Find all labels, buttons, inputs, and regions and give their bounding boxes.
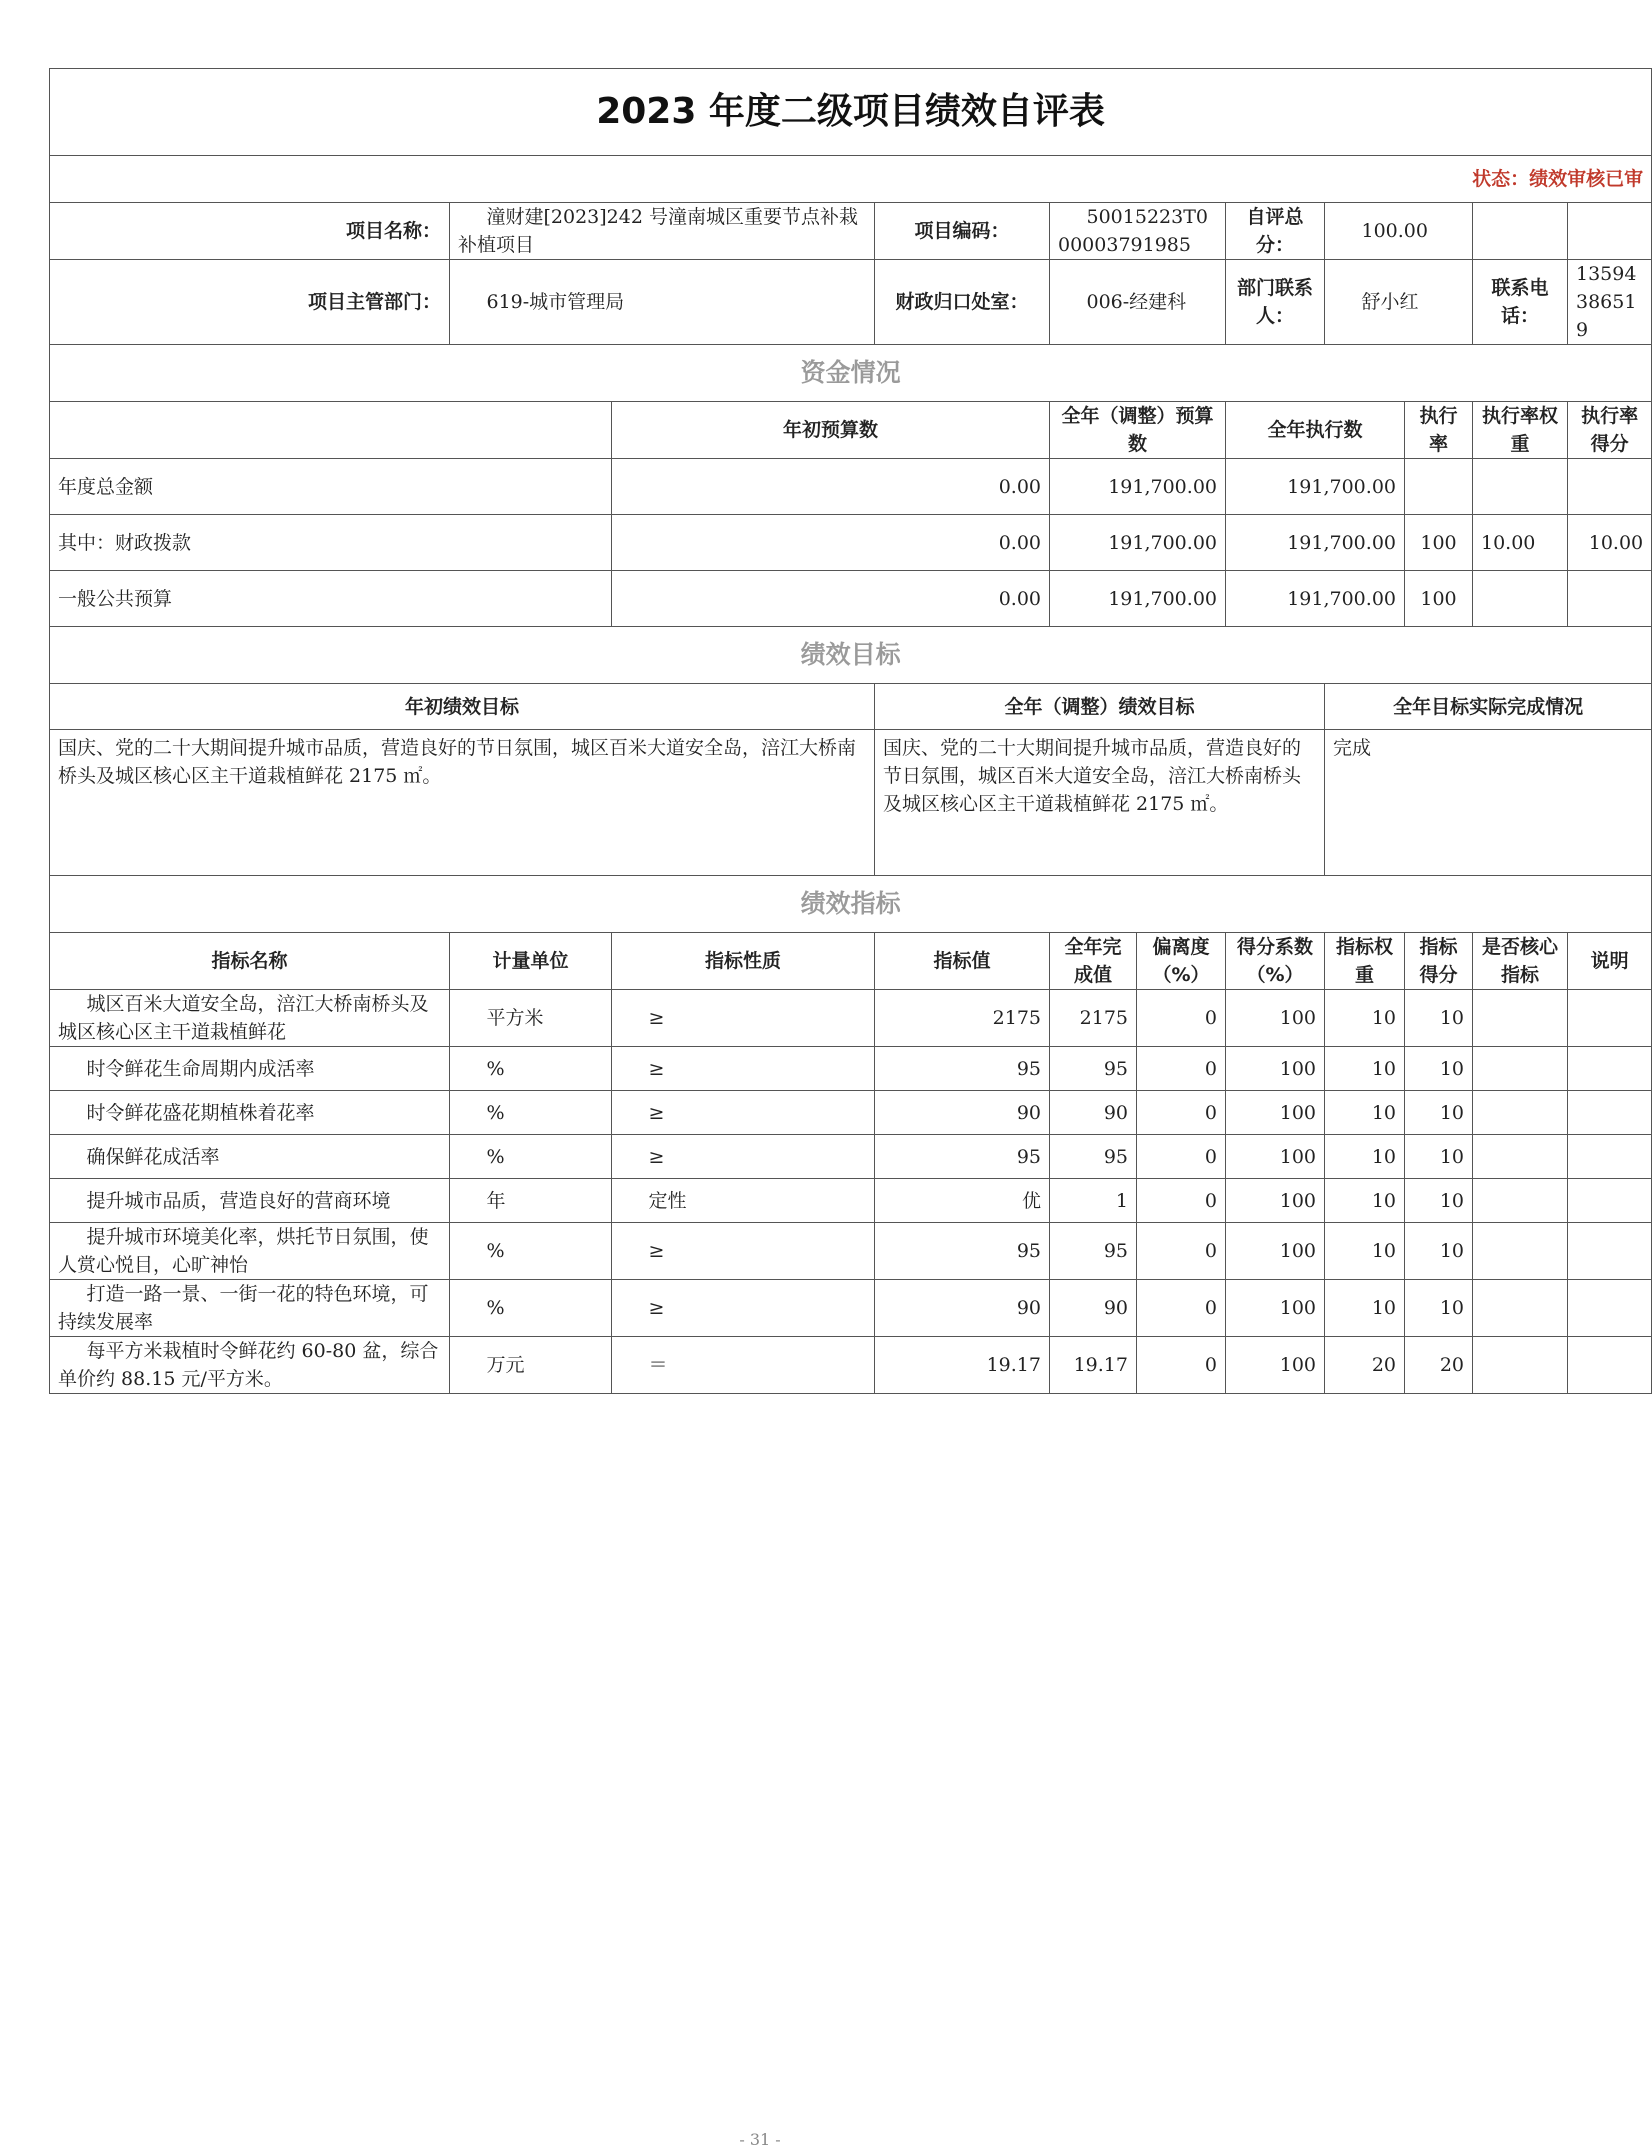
goals-initial: 国庆、党的二十大期间提升城市品质，营造良好的节日氛围，城区百米大道安全岛，涪江大桥南桥头及城区核心区主干道栽植鲜花 2175 ㎡。 — [50, 730, 875, 876]
ind-done: 1 — [1050, 1179, 1137, 1223]
ind-weight: 10 — [1325, 990, 1405, 1047]
funds-header-rate: 执行率 — [1405, 402, 1473, 459]
ind-unit: 平方米 — [450, 990, 612, 1047]
ind-dev: 0 — [1137, 1223, 1226, 1280]
funds-row-executed: 191,700.00 — [1226, 571, 1405, 627]
ind-unit: 年 — [450, 1179, 612, 1223]
funds-row-name: 一般公共预算 — [50, 571, 612, 627]
ind-name: 提升城市品质，营造良好的营商环境 — [50, 1179, 450, 1223]
page-title: 2023 年度二级项目绩效自评表 — [50, 69, 1652, 156]
ind-unit: 万元 — [450, 1337, 612, 1394]
project-code-label: 项目编码： — [875, 203, 1050, 260]
funds-header-score: 执行率得分 — [1568, 402, 1652, 459]
ind-name: 确保鲜花成活率 — [50, 1135, 450, 1179]
indicator-row — [50, 1179, 1652, 1223]
ind-unit: % — [450, 1280, 612, 1337]
ind-header-weight: 指标权重 — [1325, 933, 1405, 990]
ind-weight: 10 — [1325, 1223, 1405, 1280]
ind-done: 90 — [1050, 1091, 1137, 1135]
ind-weight: 10 — [1325, 1091, 1405, 1135]
ind-note — [1568, 1337, 1652, 1394]
indicator-row — [50, 1280, 1652, 1337]
dept-label: 项目主管部门： — [50, 260, 450, 345]
funds-row — [50, 515, 1652, 571]
indicator-row — [50, 1135, 1652, 1179]
ind-core — [1473, 1223, 1568, 1280]
goals-section-title: 绩效目标 — [50, 627, 1652, 684]
ind-dev: 0 — [1137, 1337, 1226, 1394]
funds-row-executed: 191,700.00 — [1226, 459, 1405, 515]
ind-nature: ＝ — [612, 1337, 875, 1394]
ind-coef: 100 — [1226, 1179, 1325, 1223]
ind-value: 95 — [875, 1135, 1050, 1179]
funds-row — [50, 459, 1652, 515]
ind-note — [1568, 1135, 1652, 1179]
ind-core — [1473, 1280, 1568, 1337]
ind-coef: 100 — [1226, 990, 1325, 1047]
ind-note — [1568, 990, 1652, 1047]
ind-coef: 100 — [1226, 1047, 1325, 1091]
ind-header-dev: 偏离度（%） — [1137, 933, 1226, 990]
ind-core — [1473, 990, 1568, 1047]
funds-row-name: 年度总金额 — [50, 459, 612, 515]
ind-dev: 0 — [1137, 1179, 1226, 1223]
status-badge: 状态：绩效审核已审 — [50, 156, 1652, 203]
ind-done: 95 — [1050, 1047, 1137, 1091]
ind-done: 19.17 — [1050, 1337, 1137, 1394]
ind-unit: % — [450, 1091, 612, 1135]
phone-label: 联系电话： — [1473, 260, 1568, 345]
ind-done: 90 — [1050, 1280, 1137, 1337]
ind-note — [1568, 1047, 1652, 1091]
ind-value: 2175 — [875, 990, 1050, 1047]
ind-weight: 10 — [1325, 1280, 1405, 1337]
goals-header-initial: 年初绩效目标 — [50, 684, 875, 730]
ind-nature: ≥ — [612, 1280, 875, 1337]
ind-weight: 10 — [1325, 1047, 1405, 1091]
ind-value: 优 — [875, 1179, 1050, 1223]
ind-header-done: 全年完成值 — [1050, 933, 1137, 990]
ind-name: 提升城市环境美化率，烘托节日氛围，使人赏心悦目，心旷神怡 — [50, 1223, 450, 1280]
ind-unit: % — [450, 1223, 612, 1280]
ind-name: 时令鲜花生命周期内成活率 — [50, 1047, 450, 1091]
ind-weight: 10 — [1325, 1179, 1405, 1223]
goals-adjusted: 国庆、党的二十大期间提升城市品质，营造良好的节日氛围，城区百米大道安全岛，涪江大桥南桥头及城区核心区主干道栽植鲜花 2175 ㎡。 — [875, 730, 1325, 876]
funds-row-score — [1568, 459, 1652, 515]
ind-nature: ≥ — [612, 1223, 875, 1280]
funds-row-adjusted: 191,700.00 — [1050, 571, 1226, 627]
ind-name: 城区百米大道安全岛，涪江大桥南桥头及城区核心区主干道栽植鲜花 — [50, 990, 450, 1047]
goals-header-adjusted: 全年（调整）绩效目标 — [875, 684, 1325, 730]
funds-row-weight — [1473, 459, 1568, 515]
funds-row-adjusted: 191,700.00 — [1050, 515, 1226, 571]
funds-row-weight: 10.00 — [1473, 515, 1568, 571]
ind-name: 时令鲜花盛花期植株着花率 — [50, 1091, 450, 1135]
ind-value: 19.17 — [875, 1337, 1050, 1394]
ind-score: 10 — [1405, 1047, 1473, 1091]
ind-note — [1568, 1223, 1652, 1280]
ind-core — [1473, 1091, 1568, 1135]
indicator-row — [50, 1337, 1652, 1394]
funds-row-weight — [1473, 571, 1568, 627]
ind-dev: 0 — [1137, 990, 1226, 1047]
project-name-label: 项目名称： — [50, 203, 450, 260]
ind-coef: 100 — [1226, 1135, 1325, 1179]
ind-done: 2175 — [1050, 990, 1137, 1047]
ind-core — [1473, 1135, 1568, 1179]
funds-row-initial: 0.00 — [612, 515, 1050, 571]
finance-office: 006-经建科 — [1050, 260, 1226, 345]
funds-row-score — [1568, 571, 1652, 627]
funds-row-adjusted: 191,700.00 — [1050, 459, 1226, 515]
funds-header-executed: 全年执行数 — [1226, 402, 1405, 459]
ind-value: 90 — [875, 1280, 1050, 1337]
indicator-row — [50, 1091, 1652, 1135]
ind-note — [1568, 1179, 1652, 1223]
ind-done: 95 — [1050, 1223, 1137, 1280]
ind-nature: 定性 — [612, 1179, 875, 1223]
ind-nature: ≥ — [612, 1047, 875, 1091]
evaluation-table — [49, 68, 1652, 1394]
ind-done: 95 — [1050, 1135, 1137, 1179]
ind-score: 10 — [1405, 990, 1473, 1047]
funds-header-adjusted: 全年（调整）预算数 — [1050, 402, 1226, 459]
ind-score: 10 — [1405, 1179, 1473, 1223]
funds-row-initial: 0.00 — [612, 571, 1050, 627]
funds-row-initial: 0.00 — [612, 459, 1050, 515]
indicator-row — [50, 1223, 1652, 1280]
project-code: 50015223T000003791985 — [1050, 203, 1226, 260]
ind-dev: 0 — [1137, 1280, 1226, 1337]
ind-nature: ≥ — [612, 1135, 875, 1179]
contact-label: 部门联系人： — [1226, 260, 1325, 345]
ind-header-name: 指标名称 — [50, 933, 450, 990]
ind-weight: 10 — [1325, 1135, 1405, 1179]
ind-value: 95 — [875, 1223, 1050, 1280]
indicators-section-title: 绩效指标 — [50, 876, 1652, 933]
indicator-row — [50, 990, 1652, 1047]
funds-row-score: 10.00 — [1568, 515, 1652, 571]
empty-cell — [1568, 203, 1652, 260]
evaluation-form — [49, 68, 1644, 1394]
ind-header-coef: 得分系数（%） — [1226, 933, 1325, 990]
ind-name: 每平方米栽植时令鲜花约 60-80 盆，综合单价约 88.15 元/平方米。 — [50, 1337, 450, 1394]
ind-score: 10 — [1405, 1280, 1473, 1337]
ind-score: 10 — [1405, 1223, 1473, 1280]
funds-row-rate: 100 — [1405, 515, 1473, 571]
funds-section-title: 资金情况 — [50, 345, 1652, 402]
goals-header-actual: 全年目标实际完成情况 — [1325, 684, 1652, 730]
page-number: - 31 - — [739, 2130, 781, 2149]
ind-dev: 0 — [1137, 1047, 1226, 1091]
ind-nature: ≥ — [612, 1091, 875, 1135]
ind-header-score: 指标得分 — [1405, 933, 1473, 990]
ind-unit: % — [450, 1135, 612, 1179]
ind-score: 10 — [1405, 1091, 1473, 1135]
funds-row-name: 其中：财政拨款 — [50, 515, 612, 571]
funds-row-executed: 191,700.00 — [1226, 515, 1405, 571]
ind-coef: 100 — [1226, 1091, 1325, 1135]
ind-note — [1568, 1280, 1652, 1337]
project-name: 潼财建[2023]242 号潼南城区重要节点补栽补植项目 — [450, 203, 875, 260]
empty-cell — [1473, 203, 1568, 260]
ind-core — [1473, 1179, 1568, 1223]
ind-note — [1568, 1091, 1652, 1135]
ind-weight: 20 — [1325, 1337, 1405, 1394]
ind-header-nature: 指标性质 — [612, 933, 875, 990]
ind-header-core: 是否核心指标 — [1473, 933, 1568, 990]
ind-coef: 100 — [1226, 1337, 1325, 1394]
contact-person: 舒小红 — [1325, 260, 1473, 345]
funds-row — [50, 571, 1652, 627]
finance-label: 财政归口处室： — [875, 260, 1050, 345]
funds-header-weight: 执行率权重 — [1473, 402, 1568, 459]
ind-score: 10 — [1405, 1135, 1473, 1179]
ind-core — [1473, 1047, 1568, 1091]
ind-value: 95 — [875, 1047, 1050, 1091]
ind-nature: ≥ — [612, 990, 875, 1047]
goals-actual: 完成 — [1325, 730, 1652, 876]
indicator-row — [50, 1047, 1652, 1091]
ind-name: 打造一路一景、一街一花的特色环境，可持续发展率 — [50, 1280, 450, 1337]
ind-header-value: 指标值 — [875, 933, 1050, 990]
ind-core — [1473, 1337, 1568, 1394]
ind-dev: 0 — [1137, 1135, 1226, 1179]
ind-coef: 100 — [1226, 1223, 1325, 1280]
ind-dev: 0 — [1137, 1091, 1226, 1135]
dept: 619-城市管理局 — [450, 260, 875, 345]
ind-header-note: 说明 — [1568, 933, 1652, 990]
score-label: 自评总分： — [1226, 203, 1325, 260]
ind-header-unit: 计量单位 — [450, 933, 612, 990]
phone-number: 13594386519 — [1568, 260, 1652, 345]
funds-row-rate: 100 — [1405, 571, 1473, 627]
ind-unit: % — [450, 1047, 612, 1091]
funds-row-rate — [1405, 459, 1473, 515]
ind-value: 90 — [875, 1091, 1050, 1135]
funds-header-blank — [50, 402, 612, 459]
ind-score: 20 — [1405, 1337, 1473, 1394]
total-score: 100.00 — [1325, 203, 1473, 260]
ind-coef: 100 — [1226, 1280, 1325, 1337]
funds-header-initial: 年初预算数 — [612, 402, 1050, 459]
